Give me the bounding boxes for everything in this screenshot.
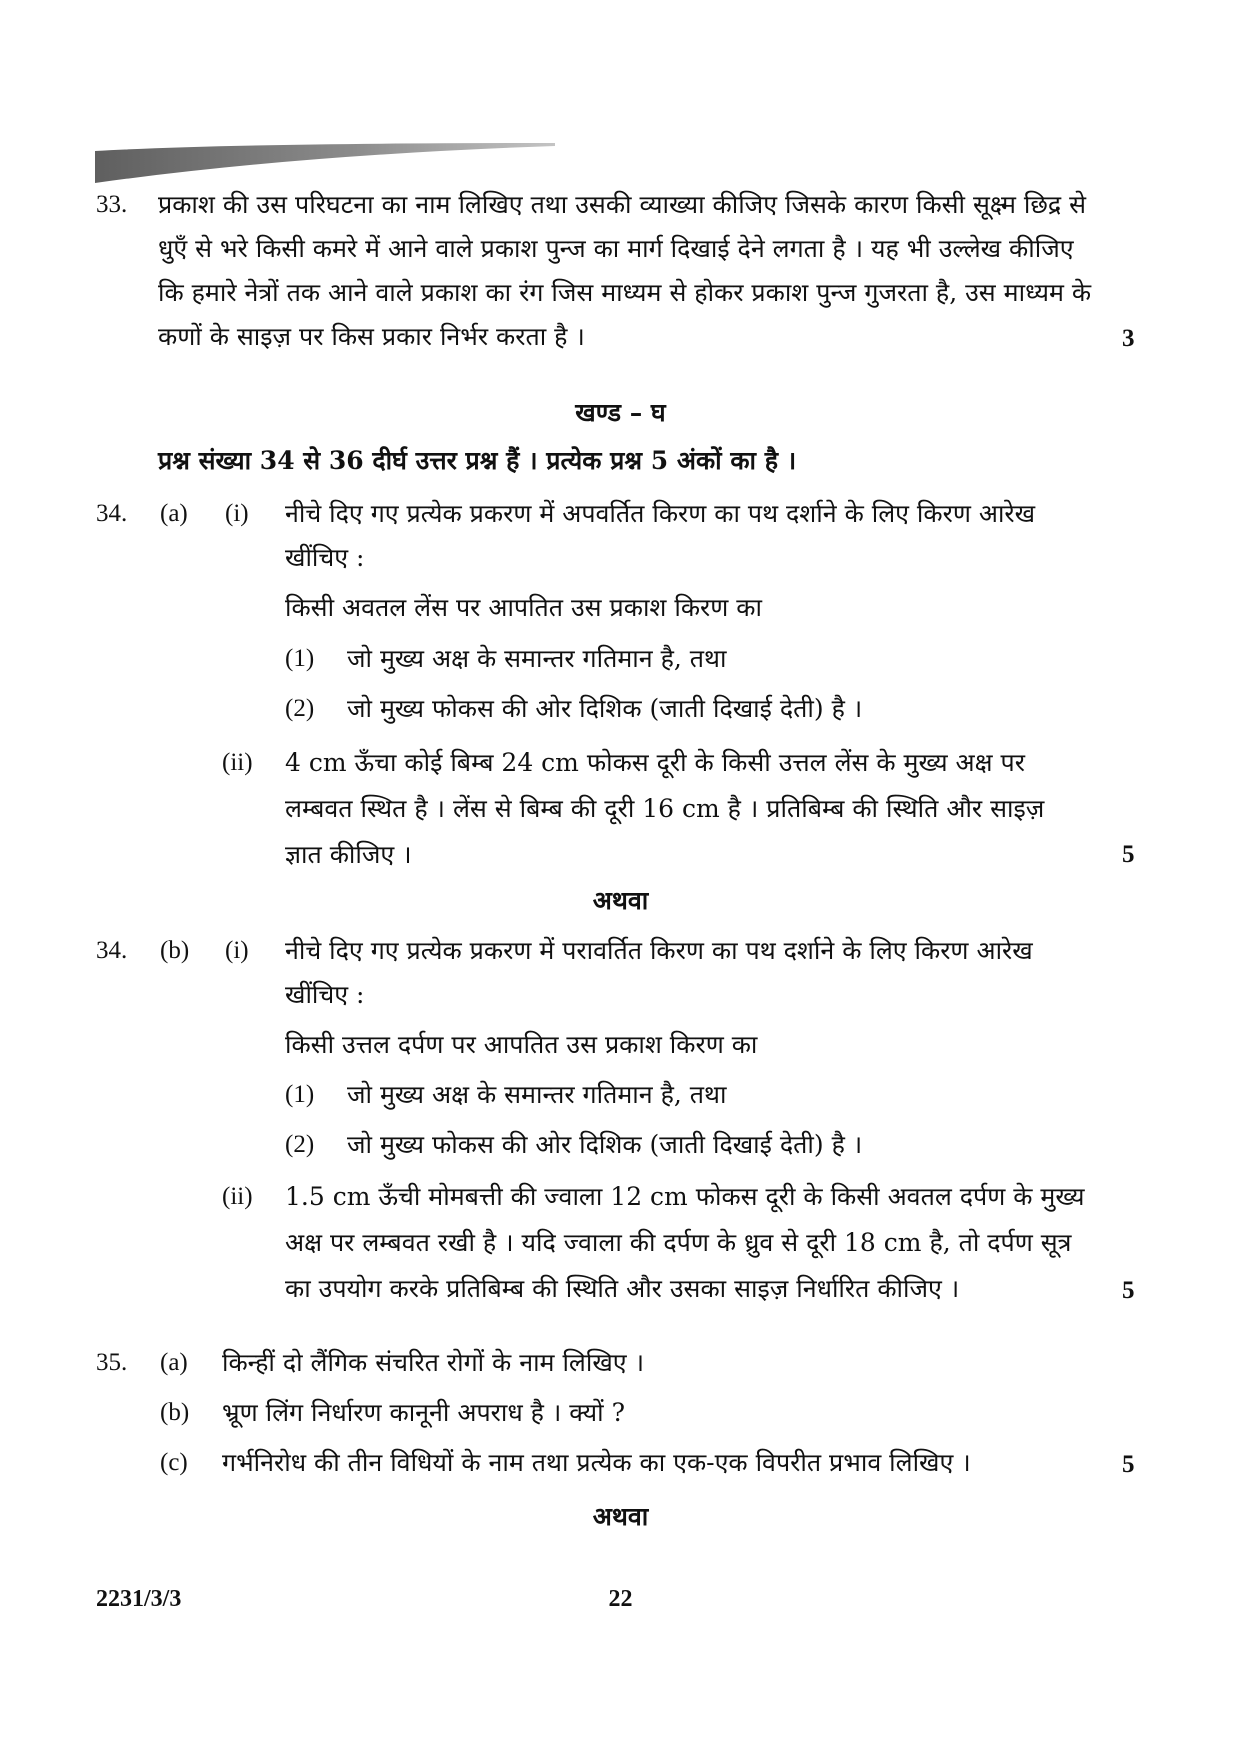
question-text-line: का उपयोग करके प्रतिबिम्ब की स्थिति और उसका साइज़ निर्धारित कीजिए । xyxy=(285,1274,960,1303)
question-text-line: कणों के साइज़ पर किस प्रकार निर्भर करता है । xyxy=(158,322,585,351)
question-number: 34. xyxy=(96,937,128,964)
question-text-line: लम्बवत स्थित है । लेंस से बिम्ब की दूरी 16 cm है । प्रतिबिम्ब की स्थिति और साइज़ xyxy=(285,794,1045,823)
question-text-line: प्रकाश की उस परिघटना का नाम लिखिए तथा उसकी व्याख्या कीजिए जिसके कारण किसी सूक्ष्म छिद्र से xyxy=(158,190,1087,219)
question-number: 34. xyxy=(96,500,128,527)
section-instruction: प्रश्न संख्या 34 से 36 दीर्घ उत्तर प्रश्न हैं । प्रत्येक प्रश्न 5 अंकों का है । xyxy=(158,446,797,475)
question-text-line: अक्ष पर लम्बवत रखी है । यदि ज्वाला की दर्पण के ध्रुव से दूरी 18 cm है, तो दर्पण सूत्र xyxy=(285,1228,1072,1257)
question-intro: किसी उत्तल दर्पण पर आपतित उस प्रकाश किरण का xyxy=(285,1030,758,1059)
part-label: (c) xyxy=(160,1449,188,1476)
item-text: जो मुख्य अक्ष के समान्तर गतिमान है, तथा xyxy=(347,644,727,673)
question-number: 33. xyxy=(96,191,128,218)
question-text-line: खींचिए : xyxy=(285,980,365,1009)
item-text: जो मुख्य फोकस की ओर दिशिक (जाती दिखाई देती) है । xyxy=(347,1130,863,1159)
section-title: खण्ड – घ xyxy=(575,398,666,427)
header-decoration-bar xyxy=(95,143,555,183)
or-label: अथवा xyxy=(592,886,649,915)
paper-code: 2231/3/3 xyxy=(96,1586,182,1612)
question-text-line: नीचे दिए गए प्रत्येक प्रकरण में परावर्तित किरण का पथ दर्शाने के लिए किरण आरेख xyxy=(285,936,1033,965)
part-label: (b) xyxy=(160,937,190,964)
subpart-label: (ii) xyxy=(222,1183,253,1210)
subpart-label: (ii) xyxy=(222,749,253,776)
part-label: (a) xyxy=(160,500,188,527)
marks: 5 xyxy=(1122,1451,1135,1478)
question-intro: किसी अवतल लेंस पर आपतित उस प्रकाश किरण का xyxy=(285,593,762,622)
question-text-line: नीचे दिए गए प्रत्येक प्रकरण में अपवर्तित किरण का पथ दर्शाने के लिए किरण आरेख xyxy=(285,499,1036,528)
question-text-line: भ्रूण लिंग निर्धारण कानूनी अपराध है । क्यों ? xyxy=(222,1398,626,1427)
question-text-line: कि हमारे नेत्रों तक आने वाले प्रकाश का रंग जिस माध्यम से होकर प्रकाश पुन्ज गुजरता है, उस माध्यम के xyxy=(158,278,1092,307)
item-label: (2) xyxy=(285,695,315,722)
question-text-line: धुएँ से भरे किसी कमरे में आने वाले प्रकाश पुन्ज का मार्ग दिखाई देने लगता है । यह भी उल्लेख कीजिए xyxy=(158,234,1074,263)
part-label: (b) xyxy=(160,1399,190,1426)
or-label: अथवा xyxy=(592,1502,649,1531)
item-text: जो मुख्य फोकस की ओर दिशिक (जाती दिखाई देती) है । xyxy=(347,694,863,723)
question-text-line: खींचिए : xyxy=(285,543,365,572)
question-text-line: किन्हीं दो लैंगिक संचरित रोगों के नाम लिखिए । xyxy=(222,1348,645,1377)
question-text-line: ज्ञात कीजिए । xyxy=(285,840,412,869)
item-label: (1) xyxy=(285,645,315,672)
item-label: (1) xyxy=(285,1081,315,1108)
part-label: (a) xyxy=(160,1349,188,1376)
subpart-label: (i) xyxy=(225,937,249,964)
subpart-label: (i) xyxy=(225,500,249,527)
page-number: 22 xyxy=(608,1586,633,1612)
marks: 5 xyxy=(1122,841,1135,868)
marks: 5 xyxy=(1122,1277,1135,1304)
item-label: (2) xyxy=(285,1131,315,1158)
question-text-line: 1.5 cm ऊँची मोमबत्ती की ज्वाला 12 cm फोकस दूरी के किसी अवतल दर्पण के मुख्य xyxy=(285,1182,1085,1211)
question-text-line: 4 cm ऊँचा कोई बिम्ब 24 cm फोकस दूरी के किसी उत्तल लेंस के मुख्य अक्ष पर xyxy=(285,748,1025,777)
question-number: 35. xyxy=(96,1349,128,1376)
question-text-line: गर्भनिरोध की तीन विधियों के नाम तथा प्रत्येक का एक-एक विपरीत प्रभाव लिखिए । xyxy=(222,1448,971,1477)
marks: 3 xyxy=(1122,325,1135,352)
item-text: जो मुख्य अक्ष के समान्तर गतिमान है, तथा xyxy=(347,1080,727,1109)
